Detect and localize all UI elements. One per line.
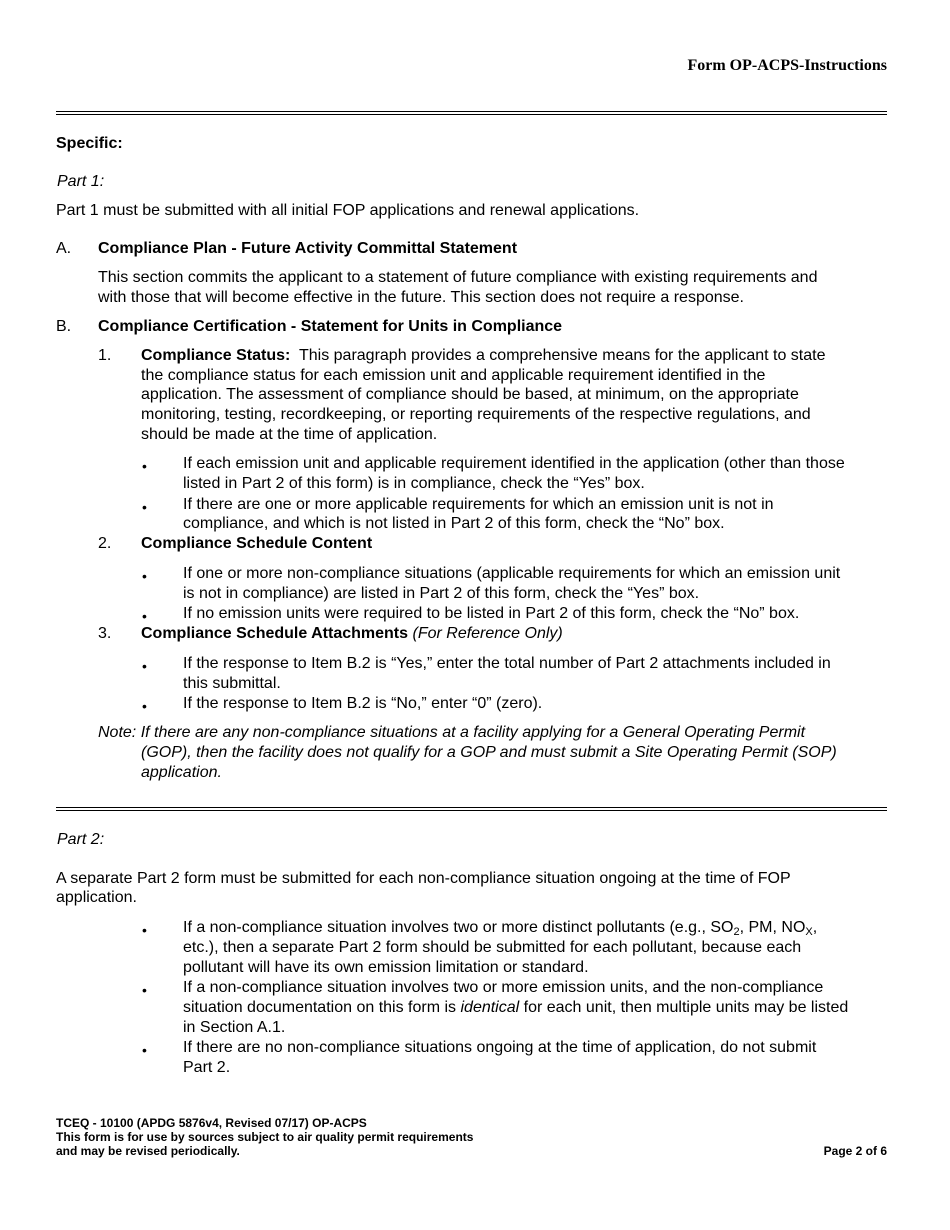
part2-label: Part 2:: [57, 831, 105, 848]
part2-bullet2-line-2: [183, 998, 848, 1018]
bullet: •: [142, 658, 147, 674]
item1-line: monitoring, testing, recordkeeping, or reporting requirements of the respective regulations, and: [141, 406, 811, 423]
item3-number: 3.: [98, 625, 112, 642]
header-rule: [56, 111, 887, 115]
part2-bullet1-line: pollutant will have its own emission limitation or standard.: [183, 959, 589, 976]
part1-intro: Part 1 must be submitted with all initial FOP applications and renewal applications.: [56, 202, 640, 219]
section-b-title: Compliance Certification - Statement for Units in Compliance: [98, 318, 563, 335]
page-number: Page 2 of 6: [823, 1144, 887, 1158]
part2-bullet3-line: Part 2.: [183, 1059, 231, 1076]
item1-bullet1-line: listed in Part 2 of this form) is in compliance, check the “Yes” box.: [183, 475, 645, 492]
item3-heading: [141, 624, 563, 644]
part2-bullet2-line: If a non-compliance situation involves two or more emission units, and the non-compliance: [183, 979, 824, 996]
item2-bullet1-line: is not in compliance) are listed in Part 2 of this form, check the “Yes” box.: [183, 585, 700, 602]
subscript: 2: [733, 926, 740, 938]
text-run: for each unit, then multiple units may be listed: [523, 999, 849, 1016]
section-a-title: Compliance Plan - Future Activity Committal Statement: [98, 240, 518, 257]
item1-number: 1.: [98, 347, 112, 364]
item3-bullet2: If the response to Item B.2 is “No,” enter “0” (zero).: [183, 695, 543, 712]
item1-text: This paragraph provides a comprehensive means for the applicant to state: [298, 347, 826, 364]
part2-bullet3-line: If there are no non-compliance situations ongoing at the time of application, do not submit: [183, 1039, 817, 1056]
text-run: situation documentation on this form is: [183, 999, 457, 1016]
item1-line-1: [141, 346, 825, 366]
note-line: (GOP), then the facility does not qualify for a GOP and must submit a Site Operating Permit (SOP): [141, 744, 837, 761]
text-run: , PM, NO: [739, 919, 806, 936]
bullet: •: [142, 982, 147, 998]
item1-line: should be made at the time of application.: [141, 426, 438, 443]
section-a-body-line: This section commits the applicant to a statement of future compliance with existing requirements and: [98, 269, 818, 286]
item3-bullet1-line: If the response to Item B.2 is “Yes,” enter the total number of Part 2 attachments included in: [183, 655, 831, 672]
item1-line: the compliance status for each emission unit and applicable requirement identified in the: [141, 367, 766, 384]
specific-heading: Specific:: [56, 135, 123, 152]
item2-bullet2: If no emission units were required to be listed in Part 2 of this form, check the “No” box.: [183, 605, 800, 622]
section-a-letter: A.: [56, 240, 72, 257]
item2-number: 2.: [98, 535, 112, 552]
part2-bullet2-line: in Section A.1.: [183, 1019, 286, 1036]
part1-label: Part 1:: [57, 173, 105, 190]
footer-form-id: TCEQ - 10100 (APDG 5876v4, Revised 07/17) OP-ACPS: [56, 1116, 367, 1130]
section-a-body-line: with those that will become effective in the future. This section does not require a response.: [98, 289, 744, 306]
bullet: •: [142, 922, 147, 938]
note-line: Note: If there are any non-compliance situations at a facility applying for a General Operating Permit: [98, 724, 806, 741]
subscript: X: [805, 926, 813, 938]
part2-intro-line: application.: [56, 889, 137, 906]
bullet: •: [142, 698, 147, 714]
item1-line: application. The assessment of compliance should be based, at minimum, on the appropriate: [141, 386, 799, 403]
part2-bullet1-line-1: [183, 918, 817, 938]
emphasis: identical: [460, 999, 520, 1016]
section-b-letter: B.: [56, 318, 72, 335]
bullet: •: [142, 499, 147, 515]
item2-bullet1-line: If one or more non-compliance situations (applicable requirements for which an emission unit: [183, 565, 841, 582]
text-run: If a non-compliance situation involves two or more distinct pollutants (e.g., SO: [183, 919, 734, 936]
item3-bullet1-line: this submittal.: [183, 675, 281, 692]
bullet: •: [142, 458, 147, 474]
bullet: •: [142, 608, 147, 624]
bullet: •: [142, 1042, 147, 1058]
note-line: application.: [141, 764, 222, 781]
section-divider: [56, 807, 887, 811]
part2-bullet1-line: etc.), then a separate Part 2 form should be submitted for each pollutant, because each: [183, 939, 802, 956]
item3-title: Compliance Schedule Attachments: [141, 625, 409, 642]
item1-bullet2-line: If there are one or more applicable requirements for which an emission unit is not in: [183, 496, 774, 513]
part2-intro-line: A separate Part 2 form must be submitted for each non-compliance situation ongoing at the time of FOP: [56, 870, 791, 887]
item2-title: Compliance Schedule Content: [141, 535, 373, 552]
footer-note: This form is for use by sources subject to air quality permit requirements: [56, 1130, 474, 1144]
item1-title: Compliance Status:: [141, 347, 291, 364]
item3-title-note: (For Reference Only): [412, 625, 563, 642]
item1-bullet2-line: compliance, and which is not listed in Part 2 of this form, check the “No” box.: [183, 515, 725, 532]
footer-note: and may be revised periodically.: [56, 1144, 240, 1158]
item1-bullet1-line: If each emission unit and applicable requirement identified in the application (other than those: [183, 455, 845, 472]
bullet: •: [142, 568, 147, 584]
text-run: ,: [812, 919, 818, 936]
form-title: Form OP-ACPS-Instructions: [687, 57, 887, 74]
